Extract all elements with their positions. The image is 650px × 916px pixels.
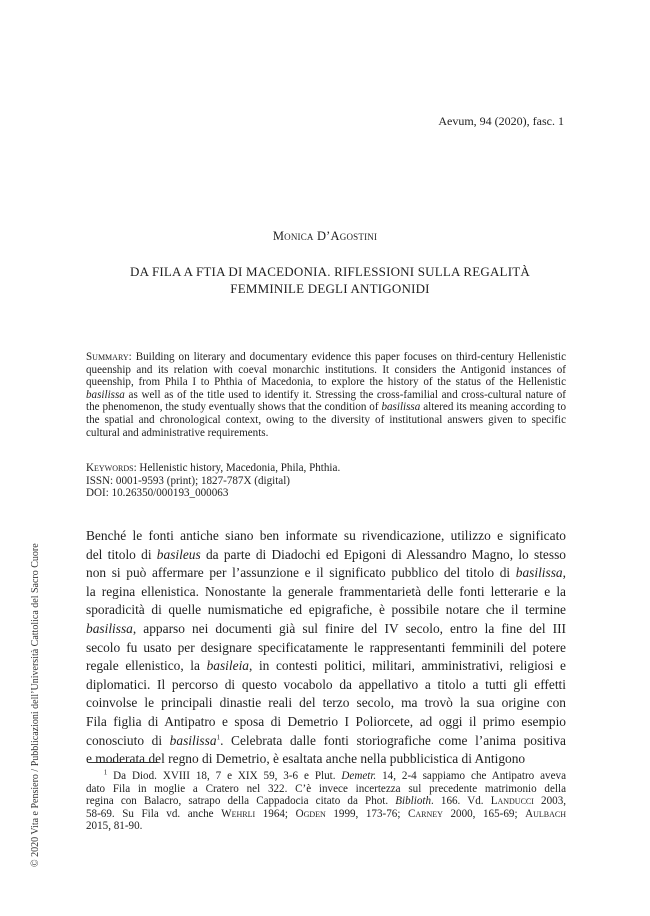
body-line: Fila figlia di Antipatro e sposa di Demetrio I Poliorcete, ad oggi il primo esempio: [86, 713, 566, 729]
keywords-line: Keywords: Hellenistic history, Macedonia, Phila, Phthia.: [86, 462, 341, 474]
body-line: secolo fu usato per designare specificatamente le rappresentanti femminili del potere: [86, 639, 566, 655]
author-name: Monica D’Agostini: [272, 229, 378, 243]
body-line: la regina ellenistica. Nonostante la generale frammentarietà delle fonti letterarie e la: [86, 583, 566, 599]
footnote-line: regina con Balacro, satrapo della Cappadocia citato da Phot. Biblioth. 166. Vd. Landucci 2003,: [86, 795, 567, 808]
title-line-1: DA FILA A FTIA DI MACEDONIA. RIFLESSIONI SULLA REGALITÀ: [130, 264, 530, 279]
footnote-separator: [89, 762, 157, 763]
body-line: coinvolse le principali dinastie reali del terzo secolo, ma trovò la sua origine con: [86, 695, 566, 711]
journal-reference: Aevum, 94 (2020), fasc. 1: [438, 114, 564, 128]
body-paragraph: [86, 527, 566, 769]
body-line: basilissa, apparso nei documenti già sul finire del IV secolo, entro la fine del III: [86, 620, 566, 636]
body-line: non si può affermare per l’assunzione e il significato pubblico del titolo di basilissa,: [86, 565, 566, 581]
doi-line: DOI: 10.26350/000193_000063: [86, 487, 229, 500]
footnote-line: 2015, 81-90.: [86, 820, 143, 833]
body-line: conosciuto di basilissa$^1$. Celebrata dalle fonti storiografiche come l’anima positiva: [86, 732, 566, 748]
body-line: Benché le fonti antiche siano ben informate su rivendicazione, utilizzo e significato: [86, 528, 566, 543]
keywords-block: [86, 462, 566, 500]
body-line: diplomatici. Il percorso di questo vocabolo da appellativo a titolo a tutti gli effetti: [86, 676, 566, 692]
footnote-line: 58-69. Su Fila vd. anche Wehrli 1964; Ogden 1999, 173-76; Carney 2000, 165-69; Aulbach: [86, 807, 566, 820]
body-line: regale ellenistico, la basileia, in contesti politici, militari, amministrativi, religiosi e: [86, 658, 566, 674]
footnote: [86, 770, 566, 833]
issn-line: ISSN: 0001-9593 (print); 1827-787X (digital): [86, 474, 290, 487]
footnote-number: 1: [103, 768, 108, 777]
footnote-ref: 1: [216, 733, 221, 742]
title-line-2: FEMMINILE DEGLI ANTIGONIDI: [230, 281, 430, 296]
abstract: Summary: Building on literary and documentary evidence this paper focuses on third-century Hellenistic queenship and its relation with coeval monarchic institutions. It considers the Antigonid instances of queenship, from Phila I to Phthia of Macedonia, to explore the history of the status of the Hellenistic basilissa as well as of the title used to identify it. Stressing the cross-familial and cross-cultural nature of the phenomenon, the study eventually shows that the condition of basilissa altered its meaning according to the spatial and chronological context, owing to the diversity of institutional answers given to specific cultural and administrative requirements.: [86, 351, 566, 439]
footnote-line: dato Fila in moglie a Cratero nel 322. C’è invece incertezza sul precedente matrimonio della: [86, 782, 566, 795]
body-line: sporadicità di quelle numismatiche ed epigrafiche, è possibile notare che il termine: [86, 602, 566, 618]
body-line: e moderata del regno di Demetrio, è esaltata anche nella pubblicistica di Antigono: [86, 751, 526, 767]
copyright-side-note: © 2020 Vita e Pensiero / Pubblicazioni dell’Università Cattolica del Sacro Cuore: [30, 543, 41, 867]
body-line: del titolo di basileus da parte di Diadochi ed Epigoni di Alessandro Magno, lo stesso: [86, 546, 566, 562]
footnote-line: $^1$ Da Diod. XVIII 18, 7 e XIX 59, 3-6 e Plut. Demetr. 14, 2-4 sappiamo che Antipatro aveva: [103, 768, 566, 782]
keywords-label: Keywords: [86, 462, 134, 474]
paper-title: [110, 263, 550, 297]
abstract-label: Summary: [86, 351, 129, 363]
